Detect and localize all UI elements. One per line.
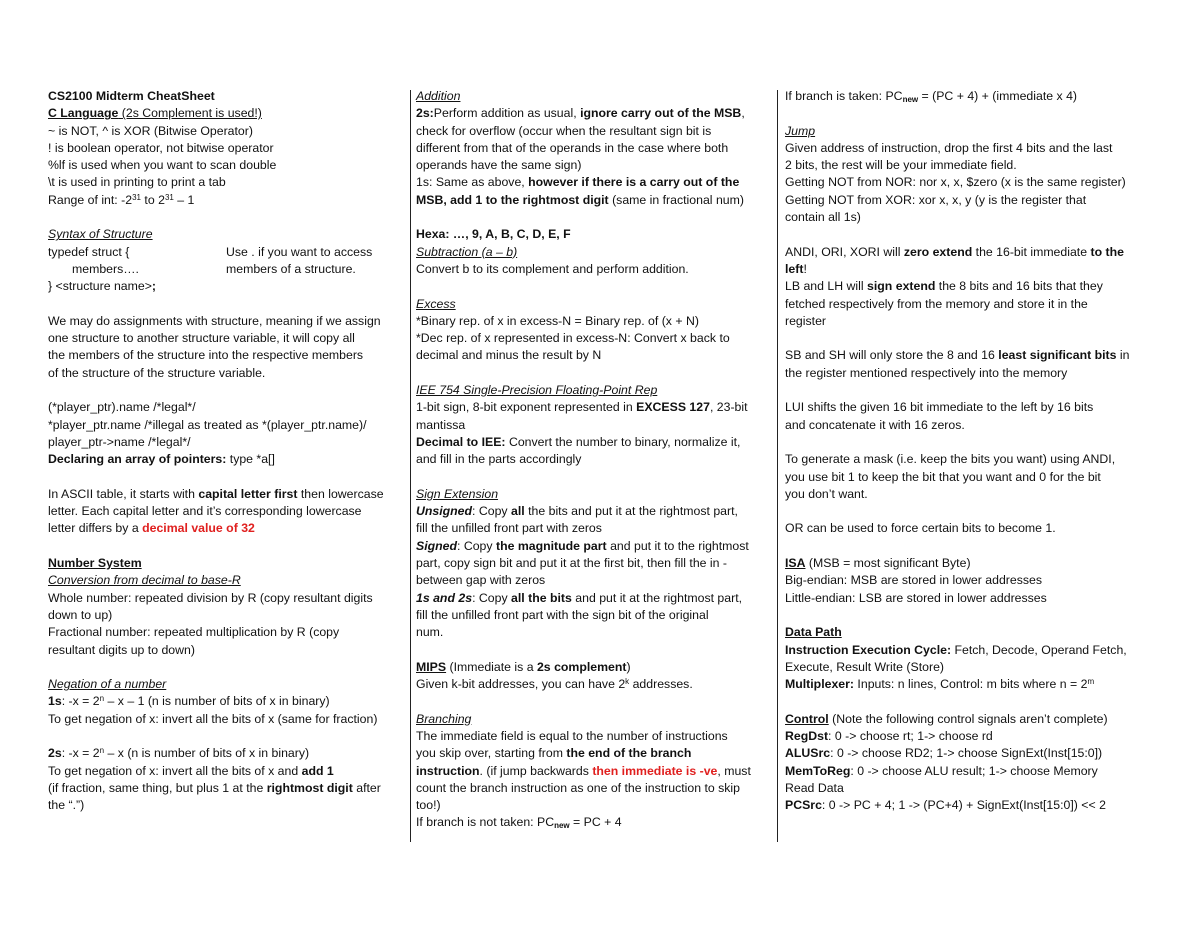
text-line: If branch is taken: $PC_{new} = (PC + 4)$ + (immediate x 4) <box>785 89 1078 104</box>
text-line: of the structure of the structure variable. <box>48 365 266 380</box>
text-line: part, copy sign bit and put it at the first bit, then fill the in - <box>416 556 728 571</box>
text-line: } <structure name>; <box>48 279 157 294</box>
text-line: operands have the same sign) <box>416 158 582 173</box>
text-line: Convert b to its complement and perform addition. <box>416 261 689 276</box>
text-line: To generate a mask (i.e. keep the bits you want) using ANDI, <box>785 452 1116 467</box>
text-line: ! is boolean operator, not bitwise operator <box>48 140 274 155</box>
text-line: Given address of instruction, drop the first 4 bits and the last <box>785 140 1113 155</box>
text-line: 1-bit sign, 8-bit exponent represented in EXCESS 127, 23-bit <box>416 400 748 415</box>
section-number-system: Number System <box>48 556 142 571</box>
text-line: members…. members of a structure. <box>72 261 356 276</box>
text-line: LUI shifts the given 16 bit immediate to the left by 16 bits <box>785 400 1094 415</box>
column-middle <box>416 88 771 832</box>
text-line: LB and LH will sign extend the 8 bits and 16 bits that they <box>785 279 1103 294</box>
text-line: %lf is used when you want to scan double <box>48 158 277 173</box>
column-divider <box>777 90 778 842</box>
text-line: contain all 1s) <box>785 210 861 225</box>
section-data-path: Data Path <box>785 625 842 640</box>
text-line: count the branch instruction as one of the instruction to skip <box>416 780 741 795</box>
text-line: ANDI, ORI, XORI will zero extend the 16-bit immediate to the <box>785 244 1124 259</box>
text-line: mantissa <box>416 417 466 432</box>
text-line: down to up) <box>48 607 113 622</box>
int-range-line: Range of int: $-2^{31}$ to $2^{31} - 1$ <box>48 192 195 207</box>
text-line: ~ is NOT, ^ is XOR (Bitwise Operator) <box>48 123 253 138</box>
text-line: different from that of the operands in the case where both <box>416 140 729 155</box>
text-line: Little-endian: LSB are stored in lower addresses <box>785 590 1047 605</box>
text-line: To get negation of x: invert all the bits of x and add 1 <box>48 763 334 778</box>
text-line: MSB, add 1 to the rightmost digit (same in fractional num) <box>416 192 744 207</box>
text-line: PCSrc: 0 -> PC + 4; 1 -> (PC+4) + SignExt(Inst[15:0]) << 2 <box>785 798 1106 813</box>
text-line: RegDst: 0 -> choose rt; 1-> choose rd <box>785 728 993 743</box>
text-line: the “.”) <box>48 798 85 813</box>
text-line: check for overflow (occur when the resultant sign bit is <box>416 123 712 138</box>
text-line: letter differs by a decimal value of 32 <box>48 521 255 536</box>
text-line: letter. Each capital letter and it’s corresponding lowercase <box>48 504 362 519</box>
text-line: Whole number: repeated division by R (copy resultant digits <box>48 590 373 605</box>
text-line: If branch is not taken: $PC_{new}$ = PC + 4 <box>416 815 622 831</box>
text-line: \t is used in printing to print a tab <box>48 175 226 190</box>
text-line: fill the unfilled front part with zeros <box>416 521 602 536</box>
text-line: Big-endian: MSB are stored in lower addresses <box>785 573 1042 588</box>
text-line: MemToReg: 0 -> choose ALU result; 1-> choose Memory <box>785 763 1098 778</box>
text-line: Getting NOT from NOR: nor x, x, $zero (x is the same register) <box>785 175 1126 190</box>
text-line: *player_ptr.name /*illegal as treated as *(player_ptr.name)/ <box>48 417 367 432</box>
text-line: SB and SH will only store the 8 and 16 least significant bits in <box>785 348 1130 363</box>
text-line: one structure to another structure variable, it will copy all <box>48 331 355 346</box>
text-line: register <box>785 313 827 328</box>
text-line: Instruction Execution Cycle: Fetch, Decode, Operand Fetch, <box>785 642 1127 657</box>
text-line: Fractional number: repeated multiplication by R (copy <box>48 625 340 640</box>
text-line: fetched respectively from the memory and store it in the <box>785 296 1088 311</box>
column-left <box>48 88 408 814</box>
text-line: OR can be used to force certain bits to become 1. <box>785 521 1056 536</box>
section-control: Control (Note the following control signals aren’t complete) <box>785 711 1108 726</box>
text-line: Decimal to IEE: Convert the number to binary, normalize it, <box>416 434 741 449</box>
subsection-conversion: Conversion from decimal to base-R <box>48 573 241 588</box>
column-right <box>785 88 1147 814</box>
section-jump: Jump <box>785 123 816 138</box>
text-line: 2 bits, the rest will be your immediate field. <box>785 158 1017 173</box>
text-line: you don’t want. <box>785 486 868 501</box>
section-subtraction: Subtraction (a – b) <box>416 244 518 259</box>
highlight-text: then immediate is -ve <box>592 763 718 778</box>
text-line: between gap with zeros <box>416 573 546 588</box>
highlight-text: decimal value of 32 <box>142 521 255 536</box>
text-line: decimal and minus the result by N <box>416 348 602 363</box>
section-iee-754: IEE 754 Single-Precision Floating-Point Rep <box>416 383 658 398</box>
text-line: Read Data <box>785 780 844 795</box>
text-line: The immediate field is equal to the number of instructions <box>416 728 728 743</box>
column-divider <box>410 90 411 842</box>
text-line: player_ptr->name /*legal*/ <box>48 434 191 449</box>
section-c-language: C Language (2s Complement is used!) <box>48 106 262 121</box>
text-line: In ASCII table, it starts with capital letter first then lowercase <box>48 486 384 501</box>
text-line: 2s: $-x = 2^n - x$ (n is number of bits of x in binary) <box>48 746 310 761</box>
page-title: CS2100 Midterm CheatSheet <box>48 89 215 103</box>
text-line: We may do assignments with structure, meaning if we assign <box>48 313 381 328</box>
section-mips: MIPS (Immediate is a 2s complement) <box>416 659 631 674</box>
subsection-negation: Negation of a number <box>48 677 167 692</box>
text-line: the register mentioned respectively into the memory <box>785 365 1068 380</box>
text-line: left! <box>785 261 807 276</box>
section-excess: Excess <box>416 296 456 311</box>
text-line: Multiplexer: Inputs: n lines, Control: m bits where $n = 2^m$ <box>785 677 1095 692</box>
text-line: (if fraction, same thing, but plus 1 at the rightmost digit after <box>48 780 381 795</box>
hexa-line: Hexa: …, 9, A, B, C, D, E, F <box>416 227 571 242</box>
section-branching: Branching <box>416 711 472 726</box>
text-line: typedef struct { Use . if you want to access <box>48 244 373 259</box>
text-line: instruction. (if jump backwards then immediate is -ve, must <box>416 763 751 778</box>
text-line: Getting NOT from XOR: xor x, x, y (y is the register that <box>785 192 1087 207</box>
text-line: 1s and 2s: Copy all the bits and put it at the rightmost part, <box>416 590 743 605</box>
text-line: num. <box>416 625 444 640</box>
text-line: too!) <box>416 798 441 813</box>
text-line: Signed: Copy the magnitude part and put it to the rightmost <box>416 538 749 553</box>
text-line: resultant digits up to down) <box>48 642 195 657</box>
section-isa: ISA (MSB = most significant Byte) <box>785 556 971 571</box>
text-line: To get negation of x: invert all the bits of x (same for fraction) <box>48 711 378 726</box>
text-line: and concatenate it with 16 zeros. <box>785 417 965 432</box>
section-sign-extension: Sign Extension <box>416 486 499 501</box>
text-line: Given k-bit addresses, you can have 2$^k$ addresses. <box>416 677 693 692</box>
text-line: ALUSrc: 0 -> choose RD2; 1-> choose SignExt(Inst[15:0]) <box>785 746 1103 761</box>
text-line: 1s: $-x = 2^n - x - 1$ (n is number of bits of x in binary) <box>48 694 330 709</box>
section-syntax-of-structure: Syntax of Structure <box>48 227 153 242</box>
text-line: Unsigned: Copy all the bits and put it at the rightmost part, <box>416 504 738 519</box>
text-line: fill the unfilled front part with the sign bit of the original <box>416 607 709 622</box>
text-line: *Dec rep. of x represented in excess-N: Convert x back to <box>416 331 730 346</box>
text-line: *Binary rep. of x in excess-N = Binary rep. of (x + N) <box>416 313 699 328</box>
text-line: 2s:Perform addition as usual, ignore carry out of the MSB, <box>416 106 745 121</box>
text-line: you skip over, starting from the end of the branch <box>416 746 692 761</box>
text-line: Declaring an array of pointers: type *a[] <box>48 452 275 467</box>
section-addition: Addition <box>416 89 461 103</box>
text-line: (*player_ptr).name /*legal*/ <box>48 400 196 415</box>
text-line: you use bit 1 to keep the bit that you want and 0 for the bit <box>785 469 1101 484</box>
text-line: and fill in the parts accordingly <box>416 452 582 467</box>
text-line: Execute, Result Write (Store) <box>785 659 945 674</box>
text-line: 1s: Same as above, however if there is a carry out of the <box>416 175 740 190</box>
text-line: the members of the structure into the respective members <box>48 348 364 363</box>
